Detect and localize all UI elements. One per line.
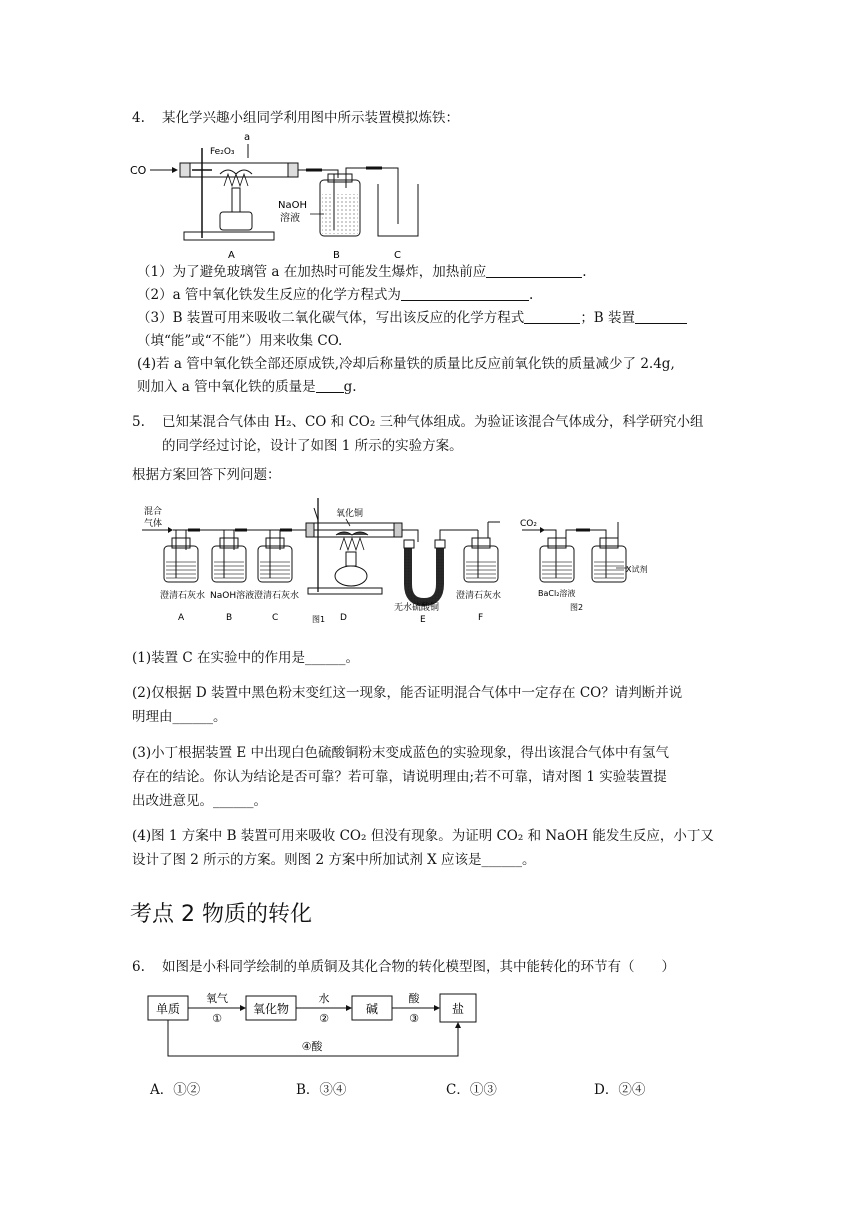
q5-letter-e: E [420,615,426,625]
q6-option-d[interactable]: D．②④ [594,1082,646,1098]
q4-naoh-label-1: NaOH [278,200,307,211]
q4-sub4-line2 [137,377,357,397]
q5-sub3-line1: (3)小丁根据装置 E 中出现白色硫酸铜粉末变成蓝色的实验现象，得出该混合气体中有氢气 [132,745,670,761]
q4-sub3-text: （3）B 装置可用来吸收二氧化碳气体，写出该反应的化学方程式 [137,310,525,326]
q6-box-element-label: 单质 [155,1002,181,1016]
q4-stem: 某化学兴趣小组同学利用图中所示装置模拟炼铁： [162,110,459,126]
q5-tube-d [306,498,402,594]
q5-prompt: 根据方案回答下列问题： [132,467,281,483]
q6-option-b[interactable]: B．③④ [296,1082,347,1098]
q4-sub2 [137,285,533,305]
q5-apparatus-figure [140,492,668,626]
q5-number: 5. [132,414,145,430]
q5-sub1: (1)装置 C 在实验中的作用是______。 [132,650,360,666]
q6-arrow-3-num: ③ [409,1012,419,1025]
q4-sub1-text: （1）为了避免玻璃管 a 在加热时可能发生爆炸，加热前应 [137,264,487,280]
q5-letter-a: A [178,613,185,623]
q4-apparatus-figure [128,128,428,264]
q6-box-oxide-label: 氧化物 [252,1002,290,1016]
q4-number: 4. [132,110,145,126]
q5-bottle-a [164,530,198,582]
q5-bottle-f [464,522,500,582]
q6-conversion-diagram [140,988,490,1068]
q5-bottle-b [212,530,246,582]
q4-sub4-blank[interactable] [316,378,344,393]
q5-figure-2 [520,519,647,612]
q5-stem-line1: 已知某混合气体由 H₂、CO 和 CO₂ 三种气体组成。为验证该混合气体成分，科学研究小组 [162,414,704,430]
q4-stand-base [184,232,274,240]
q4-sub2-end: . [528,287,534,303]
q4-a-label: a [244,132,251,143]
q5-letter-c: C [272,613,279,623]
q5-sub4-line1: (4)图 1 方案中 B 装置可用来吸收 CO₂ 但没有现象。为证明 CO₂ 和 NaOH 能发生反应，小丁又 [132,828,714,844]
q6-box-base-label: 碱 [365,1002,379,1016]
q5-stem-line2: 的同学经过讨论，设计了如图 1 所示的实验方案。 [162,438,463,454]
q5-sub2-line1: (2)仅根据 D 装置中黑色粉末变红这一现象，能否证明混合气体中一定存在 CO？请判断并说 [132,685,683,701]
q5-label-naoh-b: NaOH溶液 [210,591,255,601]
q4-sub3-mid: ；B 装置 [580,310,636,326]
q5-letter-b: B [226,613,233,623]
q6-box-salt-label: 盐 [451,1002,465,1016]
q6-arrow-1-num: ① [212,1012,222,1025]
q5-sub3-line3: 出改进意见。______。 [132,793,267,809]
q5-letter-d: D [340,613,347,623]
q4-sub2-text: （2）a 管中氧化铁发生反应的化学方程式为 [137,287,401,303]
q5-label-limewater-f: 澄清石灰水 [456,591,502,601]
q6-arrow-1-top: 氧气 [206,992,228,1005]
q6-option-a[interactable]: A．①② [150,1082,201,1098]
q5-label-limewater-c: 澄清石灰水 [254,591,300,601]
q6-arrow-4-label: ④酸 [301,1040,323,1053]
q5-bacl2-label: BaCl₂溶液 [538,589,576,598]
section-2-heading: 考点 2 物质的转化 [130,902,312,927]
q4-naoh-label-2: 溶液 [280,213,300,224]
q4-label-b: B [333,250,340,261]
q5-sub3-line2: 存在的结论。你认为结论是否可靠？若可靠，请说明理由;若不可靠，请对图 1 实验装置提 [132,769,667,785]
q4-sub3-line2: （填“能”或“不能”）用来收集 CO. [137,333,343,349]
q4-co-label: CO [130,164,147,177]
q6-number: 6. [132,959,145,975]
q5-label-limewater-a: 澄清石灰水 [160,591,206,601]
q5-sub2-line2: 明理由______。 [132,709,227,725]
q5-bottle-c [258,530,292,582]
q4-sub1-blank[interactable] [486,263,582,278]
q6-arrow-3-top: 酸 [408,992,420,1005]
q4-sub3-blank-2[interactable] [635,309,687,324]
q5-letter-f: F [478,613,484,623]
q5-co2-label: CO₂ [520,519,537,529]
q5-mix-label-2: 气体 [144,519,163,529]
q6-arrow-2-top: 水 [318,992,330,1005]
q5-fig1-label: 图1 [312,615,326,624]
q4-sub2-blank[interactable] [401,286,529,301]
q4-alcohol-lamp [220,212,252,230]
q5-mix-label-1: 混合 [144,507,163,517]
q6-arrow-2-num: ② [319,1012,329,1025]
q4-sub1 [137,262,587,282]
q5-label-cuso4-e: 无水硫酸铜 [394,603,440,613]
q5-fig2-label: 图2 [570,603,584,612]
q4-sub4-end: g. [343,379,357,395]
q5-cuo-label: 氧化铜 [336,509,364,519]
q5-sub4-line2: 设计了图 2 所示的方案。则图 2 方案中所加试剂 X 应该是______。 [132,852,536,868]
q4-label-a: A [228,250,235,261]
q6-stem: 如图是小科同学绘制的单质铜及其化合物的转化模型图，其中能转化的环节有（ ） [162,959,675,975]
q5-x-reagent-label: X试剂 [626,565,648,574]
q4-sub3-blank-1[interactable] [524,309,580,324]
q6-option-c[interactable]: C．①③ [446,1082,497,1098]
q4-sub4-text: 则加入 a 管中氧化铁的质量是 [137,379,316,395]
q4-sub1-end: . [582,264,587,280]
q4-sub4-line1: (4)若 a 管中氧化铁全部还原成铁,冷却后称量铁的质量比反应前氧化铁的质量减少了 2.4g, [137,356,675,372]
q4-fe2o3-label: Fe₂O₃ [210,147,235,157]
q4-label-c: C [394,250,401,261]
q4-sub3 [137,308,687,328]
